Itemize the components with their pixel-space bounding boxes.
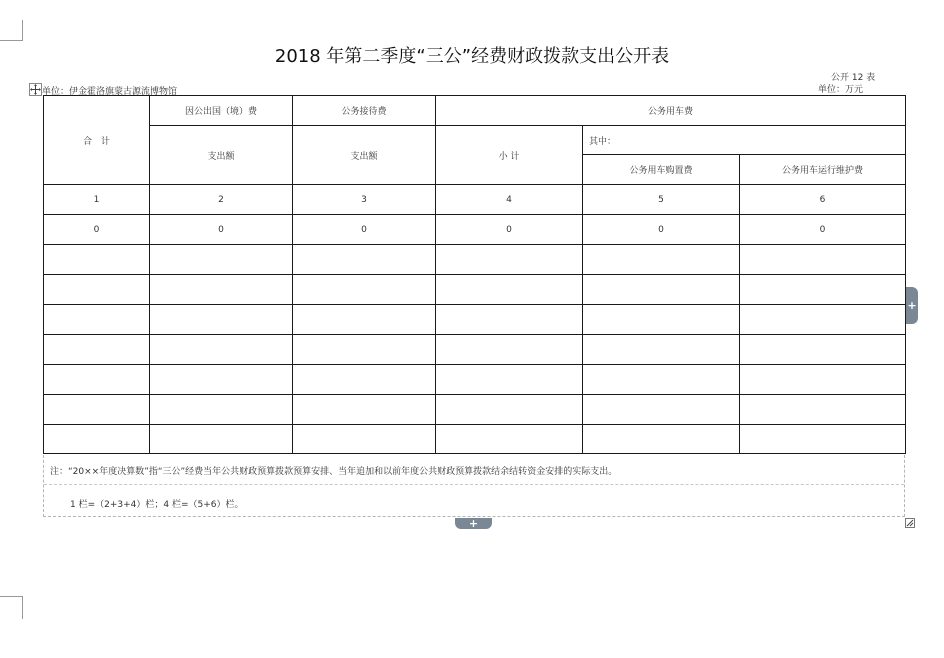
table-cell[interactable] [740,365,906,395]
column-number: 1 [44,185,150,215]
table-cell[interactable] [583,245,740,275]
table-cell[interactable] [436,365,583,395]
header-abroad: 因公出国（境）费 [150,96,293,126]
table-cell[interactable] [436,425,583,454]
plus-icon: + [907,299,917,312]
table-row [44,365,906,395]
table-cell[interactable] [44,365,150,395]
header-total: 合 计 [44,96,150,185]
table-cell[interactable] [44,335,150,365]
column-number: 4 [436,185,583,215]
header-vehicle-purchase: 公务用车购置费 [583,155,740,185]
table-row [44,395,906,425]
add-row-button[interactable] [455,518,492,529]
page-title: 2018 年第二季度“三公”经费财政拨款支出公开表 [274,46,670,67]
table-cell[interactable] [150,305,293,335]
table-cell[interactable] [436,395,583,425]
column-number: 3 [293,185,436,215]
table-cell[interactable] [583,425,740,454]
page-corner-marker-top [0,20,23,41]
table-row [44,335,906,365]
note-formula: 1 栏=（2+3+4）栏；4 栏=（5+6）栏。 [70,500,244,510]
column-number: 6 [740,185,906,215]
table-cell[interactable] [150,425,293,454]
table-cell[interactable] [150,335,293,365]
table-cell[interactable] [583,275,740,305]
table-cell[interactable] [44,275,150,305]
table-cell[interactable] [293,365,436,395]
form-number: 公开 12 表 [831,73,876,83]
unit-of-amount: 单位：万元 [818,85,864,95]
table-cell[interactable] [436,275,583,305]
table-cell[interactable]: 0 [740,215,906,245]
table-cell[interactable] [150,395,293,425]
table-move-handle-icon[interactable] [29,83,42,96]
unit-organization: 单位：伊金霍洛旗蒙古源流博物馆 [42,87,178,97]
table-cell[interactable] [740,335,906,365]
table-row [44,425,906,454]
table-row [44,215,906,245]
table-cell[interactable] [436,245,583,275]
header-vehicle-operation: 公务用车运行维护费 [740,155,906,185]
header-vehicle-subtotal: 小 计 [436,126,583,185]
table-cell[interactable] [740,425,906,454]
table-cell[interactable] [583,335,740,365]
table-cell[interactable] [293,305,436,335]
table-cell[interactable]: 0 [583,215,740,245]
table-cell[interactable] [293,425,436,454]
table-cell[interactable] [44,245,150,275]
table-row [44,275,906,305]
header-vehicle-of-which: 其中： [583,126,906,155]
table-cell[interactable] [740,305,906,335]
table-cell[interactable] [436,305,583,335]
page-corner-marker-bottom [0,596,23,619]
table-row [44,305,906,335]
table-cell[interactable] [293,335,436,365]
table-cell[interactable] [583,365,740,395]
table-cell[interactable] [293,245,436,275]
column-number: 5 [583,185,740,215]
table-cell[interactable] [44,395,150,425]
table-cell[interactable] [583,395,740,425]
note-definition: 注：“20××年度决算数”指“三公”经费当年公共财政预算拨款预算安排、当年追加和以前年度公共财政预算拨款结余结转资金安排的实际支出。 [50,467,618,477]
table-resize-handle-icon[interactable] [905,518,915,528]
header-abroad-amount: 支出额 [150,126,293,185]
table-cell[interactable] [150,365,293,395]
table-cell[interactable] [740,245,906,275]
table-cell[interactable] [740,275,906,305]
table-cell[interactable]: 0 [150,215,293,245]
table-cell[interactable] [436,335,583,365]
notes-section [43,455,905,517]
notes-divider [44,484,904,485]
table-cell[interactable] [44,305,150,335]
add-column-button[interactable] [906,287,918,324]
column-number-row [44,185,906,215]
table-row [44,245,906,275]
table-cell[interactable] [150,275,293,305]
table-cell[interactable] [740,395,906,425]
expenditure-table [43,95,906,454]
table-cell[interactable]: 0 [293,215,436,245]
table-cell[interactable] [293,275,436,305]
header-reception-amount: 支出额 [293,126,436,185]
header-vehicle: 公务用车费 [436,96,906,126]
table-cell[interactable] [293,395,436,425]
table-cell[interactable] [44,425,150,454]
plus-icon: + [468,517,479,530]
table-cell[interactable]: 0 [44,215,150,245]
table-cell[interactable]: 0 [436,215,583,245]
table-cell[interactable] [583,305,740,335]
column-number: 2 [150,185,293,215]
table-cell[interactable] [150,245,293,275]
header-reception: 公务接待费 [293,96,436,126]
